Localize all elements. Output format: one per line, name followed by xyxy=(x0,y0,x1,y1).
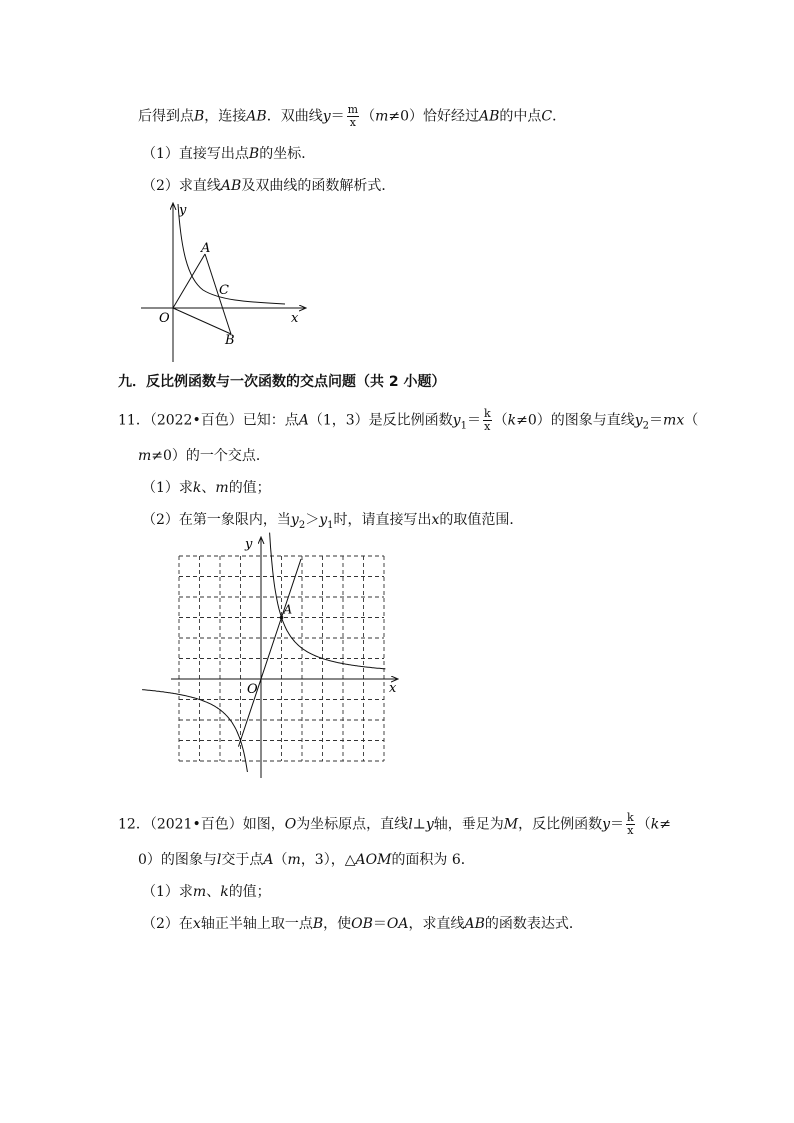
q10-label-o: O xyxy=(159,311,170,326)
q12-part1: （1）求m、k的值； xyxy=(142,884,271,900)
q11-grid xyxy=(179,556,384,761)
q11-label-y: y xyxy=(245,537,253,552)
q12-line1: 12．（2021•百色）如图，O为坐标原点，直线l⊥y轴，垂足为M，反比例函数y＝ $\frac{k}{x}$ （k≠ xyxy=(118,811,671,837)
q11-label-a: A xyxy=(283,602,293,617)
q10-segment-oa xyxy=(173,254,205,308)
q11-label-o: O xyxy=(247,682,258,697)
q10-figure xyxy=(135,198,315,364)
q10-hyperbola xyxy=(178,204,285,304)
q11-part1: （1）求k、m的值； xyxy=(142,480,271,496)
q11-line1: 11．（2022•百色）已知：点A（1，3）是反比例函数$y_1=$ $\frac{k}{x}$ （k≠0）的图象与直线$y_2=mx$（ xyxy=(118,407,699,433)
q11-label-x: x xyxy=(389,681,397,696)
q11-figure xyxy=(135,532,407,782)
q12-part2: （2）在x轴正半轴上取一点B，使OB＝OA，求直线AB的函数表达式． xyxy=(142,916,583,932)
q10-intro-line: 后得到点B，连接AB．双曲线y＝ $\frac{m}{x}$ （m≠0）恰好经过AB的中点C． xyxy=(138,103,567,129)
q11-line-y2 xyxy=(238,559,301,747)
section-heading: 九．反比例函数与一次函数的交点问题（共 2 小题） xyxy=(118,374,446,390)
q10-label-c: C xyxy=(219,283,229,298)
q11-part2: （2）在第一象限内，当$y_2>y_1$时，请直接写出x的取值范围． xyxy=(142,512,524,531)
q10-label-b: B xyxy=(225,333,235,348)
q11-hyperbola-branch-3 xyxy=(142,690,253,782)
q10-label-x: x xyxy=(291,311,299,326)
q10-label-a: A xyxy=(201,241,211,256)
q11-line2: m≠0）的一个交点． xyxy=(138,448,270,464)
q10-fraction: $\frac{m}{x}$ xyxy=(347,103,359,129)
q10-label-y: y xyxy=(179,203,187,218)
q11-fraction: $\frac{k}{x}$ xyxy=(483,407,491,433)
q10-part1: （1）直接写出点B的坐标． xyxy=(142,146,316,162)
q12-fraction: $\frac{k}{x}$ xyxy=(627,811,634,837)
q12-line2: 0）的图象与l交于点A（m，3），△AOM的面积为 6． xyxy=(138,852,475,868)
q10-part2: （2）求直线AB及双曲线的函数解析式． xyxy=(142,178,396,194)
q10-segment-ob xyxy=(173,308,231,334)
